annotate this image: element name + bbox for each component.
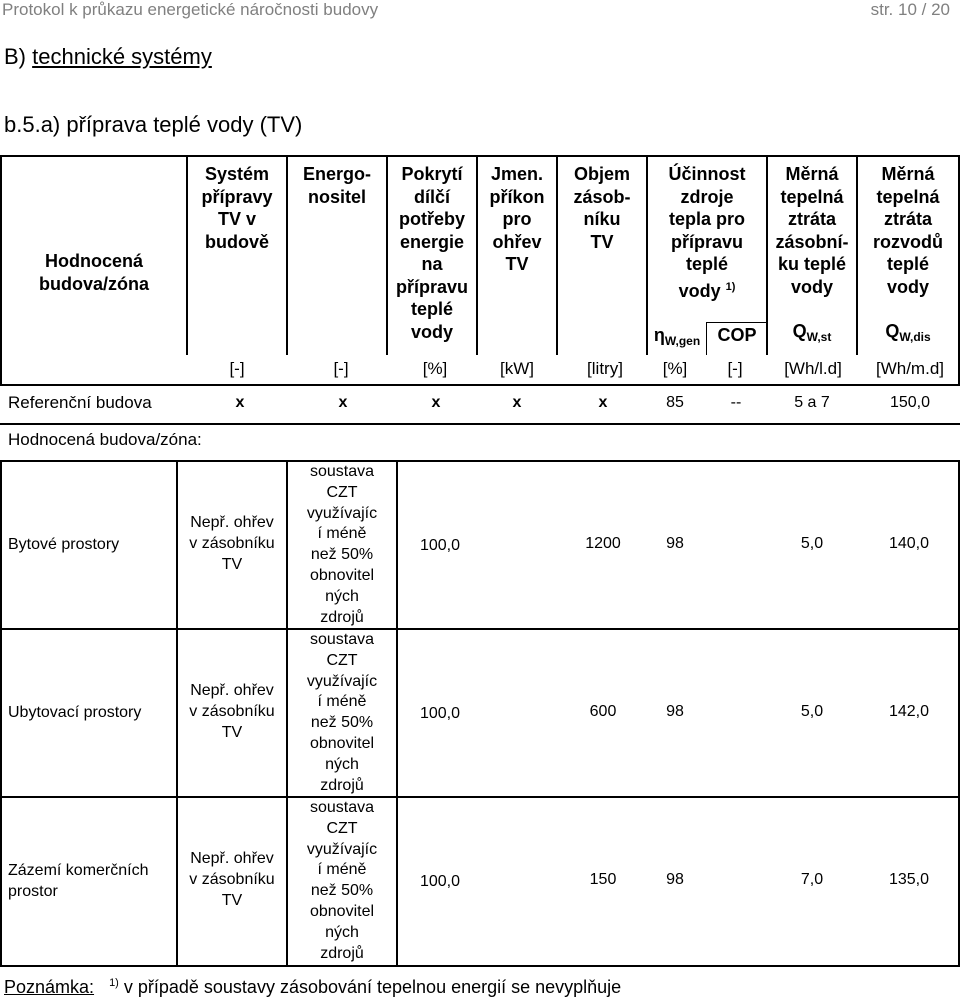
objem-cell: 150 bbox=[589, 871, 617, 888]
header-objem: Objem zásob- níku TV bbox=[573, 164, 631, 252]
reference-objem: x bbox=[598, 394, 608, 411]
qst-cell: 5,0 bbox=[800, 535, 824, 552]
system-cell: Nepř. ohřev v zásobníku TV bbox=[189, 850, 275, 909]
qdis-cell: 135,0 bbox=[888, 871, 930, 888]
unit-system: [-] bbox=[229, 359, 245, 378]
unit-eta: [%] bbox=[662, 359, 688, 378]
reference-cop: -- bbox=[730, 394, 742, 411]
qst-cell: 7,0 bbox=[800, 871, 824, 888]
qdis-cell: 142,0 bbox=[888, 703, 930, 720]
reference-label: Referenční budova bbox=[8, 393, 152, 412]
unit-pokryti: [%] bbox=[422, 359, 448, 378]
objem-cell: 600 bbox=[589, 703, 617, 720]
unit-qst: [Wh/l.d] bbox=[784, 359, 842, 378]
nositel-cell: soustava CZT využívajíc í méně než 50% obnovitel ných zdrojů bbox=[306, 631, 378, 794]
nositel-cell: soustava CZT využívajíc í méně než 50% obnovitel ných zdrojů bbox=[306, 463, 378, 626]
header-ztrata-rozvodu: Měrná tepelná ztráta rozvodů teplé vody bbox=[873, 164, 943, 297]
page-number: str. 10 / 20 bbox=[870, 0, 950, 19]
header-q-dis: $Q_{W,dis}$ bbox=[885, 321, 931, 344]
eta-cell: 98 bbox=[666, 535, 684, 552]
unit-objem: [litry] bbox=[587, 359, 623, 378]
zone-name: Zázemí komerčních prostor bbox=[8, 862, 149, 900]
zone-name: Bytové prostory bbox=[8, 536, 120, 553]
unit-prikon: [kW] bbox=[500, 359, 534, 378]
zone-name: Ubytovací prostory bbox=[8, 704, 142, 721]
qdis-cell: 140,0 bbox=[888, 535, 930, 552]
subsection-heading: b.5.a) příprava teplé vody (TV) bbox=[4, 112, 303, 137]
footnote-marker: 1) bbox=[725, 280, 736, 293]
reference-qst: 5 a 7 bbox=[794, 394, 830, 411]
header-energonositel: Energo- nositel bbox=[302, 164, 371, 207]
reference-qdis: 150,0 bbox=[889, 394, 931, 411]
header-system: Systém přípravy TV v budově bbox=[201, 164, 273, 252]
header-q-st: $Q_{W,st}$ bbox=[792, 321, 832, 344]
section-heading bbox=[4, 44, 212, 70]
pokryti-cell: 100,0 bbox=[419, 705, 461, 722]
system-cell: Nepř. ohřev v zásobníku TV bbox=[189, 514, 275, 573]
reference-nositel: x bbox=[338, 394, 348, 411]
header-eta: $\eta_{W,gen}$ bbox=[653, 325, 701, 348]
reference-eta: 85 bbox=[666, 394, 684, 411]
nositel-cell: soustava CZT využívajíc í méně než 50% obnovitel ných zdrojů bbox=[306, 799, 378, 962]
header-cop: COP bbox=[717, 325, 757, 345]
pokryti-cell: 100,0 bbox=[419, 537, 461, 554]
unit-cop: [-] bbox=[727, 359, 743, 378]
footnote-marker: 1) bbox=[109, 977, 119, 989]
eta-cell: 98 bbox=[666, 871, 684, 888]
qst-cell: 5,0 bbox=[800, 703, 824, 720]
eta-cell: 98 bbox=[666, 703, 684, 720]
reference-pokryti: x bbox=[431, 394, 441, 411]
unit-qdis: [Wh/m.d] bbox=[875, 359, 944, 378]
zones-label: Hodnocená budova/zóna: bbox=[8, 430, 202, 449]
document-title: Protokol k průkazu energetické náročnosti budovy bbox=[2, 0, 379, 19]
footnote-label: Poznámka: bbox=[4, 977, 95, 997]
section-prefix: B) bbox=[4, 44, 26, 69]
footnote-text: v případě soustavy zásobování tepelnou energií se nevyplňuje bbox=[123, 977, 622, 997]
header-pokryti: Pokrytí dílčí potřeby energie na přípravu teplé vody bbox=[395, 164, 469, 342]
objem-cell: 1200 bbox=[585, 535, 621, 552]
reference-system: x bbox=[235, 394, 245, 411]
header-rowhead: Hodnocená budova/zóna bbox=[38, 251, 149, 294]
unit-nositel: [-] bbox=[333, 359, 349, 378]
section-title: technické systémy bbox=[32, 44, 212, 69]
header-ucinnost: Účinnost zdroje tepla pro přípravu teplé vody $^{1)}$ bbox=[668, 164, 746, 301]
footnote bbox=[4, 977, 621, 998]
pokryti-cell: 100,0 bbox=[419, 873, 461, 890]
system-cell: Nepř. ohřev v zásobníku TV bbox=[189, 682, 275, 741]
reference-prikon: x bbox=[512, 394, 522, 411]
header-prikon: Jmen. příkon pro ohřev TV bbox=[489, 164, 545, 274]
header-ztrata-zasobniku: Měrná tepelná ztráta zásobní- ku teplé vody bbox=[775, 164, 849, 297]
